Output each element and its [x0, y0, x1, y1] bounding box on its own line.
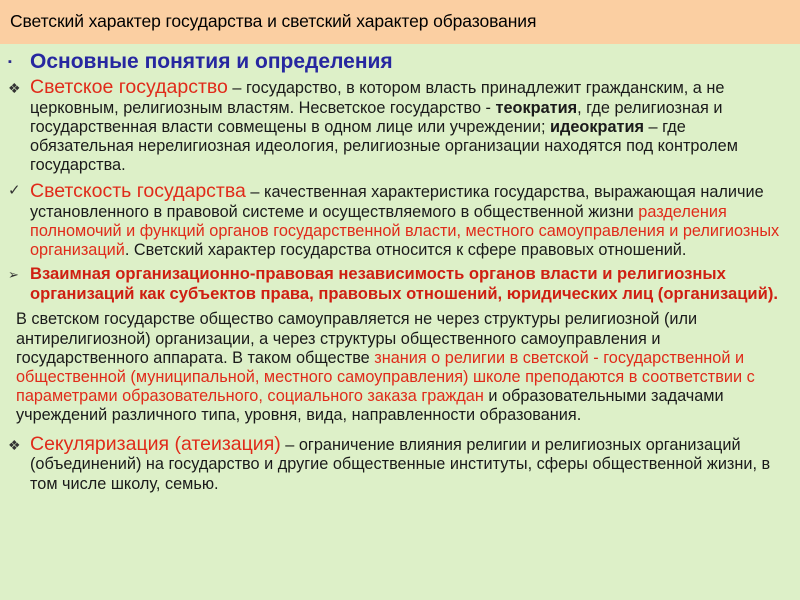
theocracy-term: теократия — [495, 98, 578, 117]
secularity-text-2: . Светский характер государства относится к сфере правовых отношений. — [124, 241, 687, 260]
independence-row — [8, 264, 792, 303]
secularization-term: Секуляризация (атеизация) — [30, 432, 281, 455]
society-highlight: знания о религии в светской - государственной и общественной (муниципальной, местного самоуправления) школе преподаются в соответствии с параметрами образовательного, социального заказа граждан — [16, 348, 755, 406]
secular-state-text-2: , где религиозная и государственная власти совмещены в одном лице или учреждении; — [30, 98, 723, 136]
check-bullet-icon: ✓ — [8, 182, 21, 200]
slide-content — [0, 48, 800, 494]
secular-state-row — [8, 76, 792, 175]
secularity-text — [30, 180, 792, 260]
section-heading: Основные понятия и определения — [30, 50, 393, 73]
ideocracy-term: идеократия — [550, 117, 644, 136]
secularization-text-1: – ограничение влияния религии и религиозных организаций (объединений) на государство и другие общественные институты, сферы общественной жизни, в том числе школу, семью. — [30, 435, 771, 493]
square-bullet-icon: ▪ — [8, 56, 12, 68]
secularization-text — [30, 433, 792, 494]
secularity-row — [8, 180, 792, 260]
diamond-outline-bullet-icon: ❖ — [8, 436, 21, 453]
secular-state-text-1: – государство, в котором власть принадлежит гражданским, а не церковным, религиозным властям. Несветское государство - — [30, 79, 725, 117]
diamond-bullet-icon: ❖ — [8, 80, 21, 97]
slide-title-bar — [0, 0, 800, 44]
independence-text: Взаимная организационно-правовая независимость органов власти и религиозных организаций как субъектов права, правовых отношений, юридических лиц (организаций). — [30, 264, 778, 303]
page-title: Светский характер государства и светский характер образования — [10, 11, 537, 32]
secularity-highlight: разделения полномочий и функций органов государственной власти, местного самоуправления и религиозных организаций — [30, 202, 780, 260]
society-text-2: и образовательными задачами учреждений различного типа, уровня, вида, направленности образования. — [16, 387, 724, 425]
secular-state-term: Светское государство — [30, 76, 228, 99]
secularization-row — [8, 433, 792, 494]
society-text-1: В светском государстве общество самоуправляется не через структуры религиозной (или антирелигиозной) организации, а через структуры общественного самоуправления и государственного аппарата. В таком обществе — [16, 310, 698, 367]
secularity-term: Светскость государства — [30, 180, 246, 203]
secular-state-text-3: – где обязательная нерелигиозная идеология, религиозные организации находятся под контролем государства. — [30, 117, 738, 175]
heading-row — [8, 50, 792, 73]
secularity-text-1: – качественная характеристика государства, выражающая наличие установленного в правовой системе и осуществляемого в общественной жизни — [30, 183, 764, 221]
secular-state-text — [30, 76, 792, 175]
arrow-bullet-icon: ➢ — [8, 267, 19, 283]
society-paragraph — [8, 310, 792, 425]
